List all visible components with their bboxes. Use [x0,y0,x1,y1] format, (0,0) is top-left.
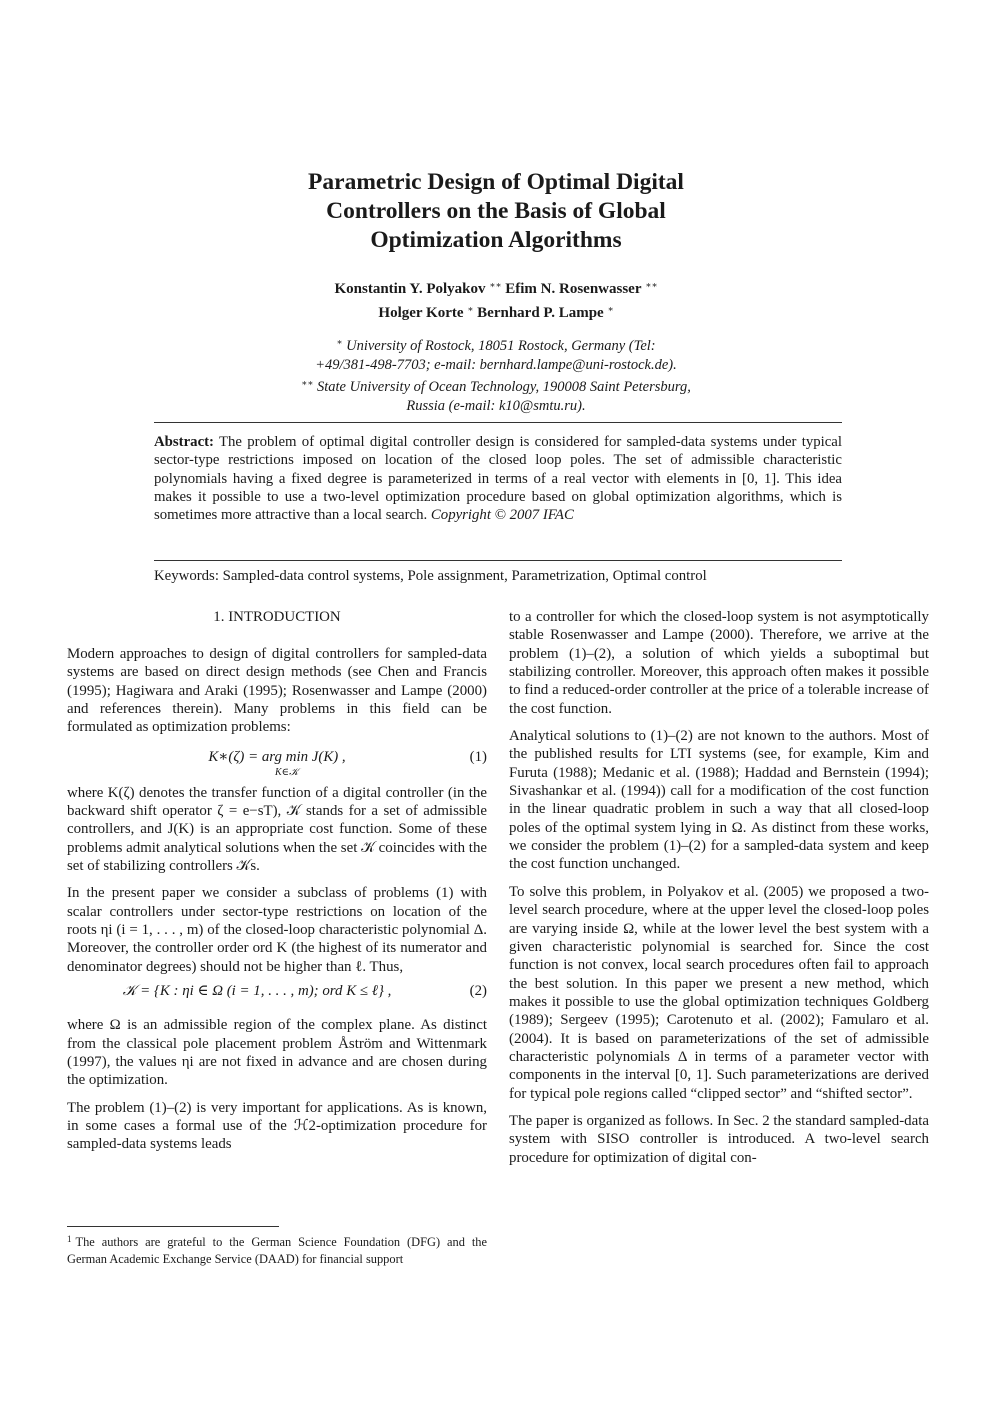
keywords: Keywords: Sampled-data control systems, Pole assignment, Parametrization, Optimal control [154,568,707,584]
keywords-top-rule [154,560,842,561]
affiliation-line: +49/381-498-7703; e-mail: bernhard.lampe@uni-rostock.de). [315,356,677,373]
affiliation-mark: ∗∗ [489,280,502,290]
paragraph: In the present paper we consider a subclass of problems (1) with scalar controllers under sector-type restrictions on location of the roots ηi (i = 1, . . . , m) of the closed-loop characteristic polynomial Δ. Moreover, the controller order ord K (the highest of its numerator and denominator degrees) should not be higher than ℓ. Thus, [67,885,487,975]
paragraph: The paper is organized as follows. In Sec. 2 the standard sampled-data system with SISO controller is introduced. A two-level search procedure for optimization of digital con- [509,1112,929,1166]
affiliation-mark: ∗∗ [301,378,314,388]
affiliation-mark: ∗ [467,303,474,314]
author-line [0,300,992,324]
title-line: Parametric Design of Optimal Digital [308,169,684,195]
equation-1 [67,746,487,778]
author-name: Efim N. Rosenwasser [505,281,642,297]
equation-number: (2) [469,983,487,1000]
section-heading: 1. INTRODUCTION [213,609,341,625]
affiliation-line [0,333,992,356]
footnote-mark: 1 [67,1234,72,1244]
abstract-top-rule [154,422,842,423]
equation-subscript: K∈𝒦 [275,766,299,778]
author-line [0,276,992,300]
paragraph: where K(ζ) denotes the transfer function of a digital controller (in the backward shift operator ζ = e−sT), 𝒦 stands for a set of admissible controllers, and J(K) is an appropriate cost function. Some of these problems admit analytical solutions when the set 𝒦 coincides with the set of stabilizing controllers 𝒦s. [67,784,487,875]
author-list [0,276,992,323]
equation-2 [67,980,487,1008]
abstract-text: The problem of optimal digital controller design is considered for sampled-data systems under typical sector-type restrictions imposed on location of the closed loop poles. The set of admissible characteristic polynomials having a fixed degree is parameterized in terms of a real vector with elements in [0, 1]. This idea makes it possible to use a two-level optimization procedure based on global optimization algorithms, which is sometimes more attractive than a local search. [154,434,842,524]
paragraph: Analytical solutions to (1)–(2) are not known to the authors. Most of the published results for LTI systems (see, for example, Kim and Furuta (1988); Medanic et al. (1988); Haddad and Bernstein (1994); Sivashankar et al. (1994)) call for a modification of the cost function in the linear quadratic problem in such a way that all closed-loop poles of the optimal system lying in Ω. As distinct from these works, we consider the problem (1)–(2) for a sampled-data system and keep the cost function unchanged. [509,728,929,873]
affiliation-text: State University of Ocean Technology, 190008 Saint Petersburg, [316,379,691,395]
affiliation-mark: ∗ [607,303,614,314]
right-column [509,608,929,1176]
equation-number: (1) [469,748,487,765]
affiliations [0,333,992,415]
footnote [67,1231,487,1268]
affiliation-text: University of Rostock, 18051 Rostock, Germany (Tel: [346,338,656,354]
affiliation-mark: ∗ [336,337,343,347]
affiliation-line [0,374,992,397]
paper-title [0,168,992,255]
author-name: Bernhard P. Lampe [477,304,604,321]
equation-expression: 𝒦 = {K : ηi ∈ Ω (i = 1, . . . , m); ord K ≤ ℓ} , [122,983,392,1000]
title-line: Controllers on the Basis of Global [326,198,666,224]
equation-expression: K∗(ζ) = arg min J(K) , [208,748,346,765]
abstract [154,433,842,524]
author-name: Holger Korte [378,304,464,321]
paragraph: to a controller for which the closed-loop system is not asymptotically stable Rosenwasser and Lampe (2000). Therefore, we arrive at the problem (1)–(2), a solution of which yields a suboptimal but stabilizing controller. Moreover, this approach often makes it possible to find a reduced-order controller at the price of a tolerable increase of the cost function. [509,609,929,717]
footnote-text: The authors are grateful to the German Science Foundation (DFG) and the German Academic Exchange Service (DAAD) for financial support [67,1235,487,1266]
author-name: Konstantin Y. Polyakov [334,281,486,297]
affiliation-mark: ∗∗ [645,280,658,290]
abstract-label: Abstract: [154,434,214,450]
affiliation-line: Russia (e-mail: k10@smtu.ru). [406,397,586,414]
paragraph: The problem (1)–(2) is very important for applications. As is known, in some cases a formal use of the ℋ2-optimization procedure for sampled-data systems leads [67,1099,487,1153]
paragraph: To solve this problem, in Polyakov et al. (2005) we proposed a two-level search procedure, where at the upper level the closed-loop poles are varying inside Ω, while at the lower level the best system with a given characteristic polynomial is searched for. Since the cost function is not convex, local search procedures often fail to approach the best solution. In this paper we present a new method, which makes it possible to use the global optimization techniques Goldberg (1989); Sergeev (1995); Carotenuto et al. (2002); Famularo et al. (2004). It is based on parameterizations of the set of admissible characteristic polynomials Δ in terms of a parameter vector with components in the interval [0, 1]. Such parameterizations are derived for typical pole regions called “clipped sector” and “shifted sector”. [509,883,929,1102]
paragraph: Modern approaches to design of digital controllers for sampled-data systems are based on direct design methods (see Chen and Francis (1995); Hagiwara and Araki (1995); Rosenwasser and Lampe (2000) and references therein). Many problems in this field can be formulated as optimization problems: [67,646,487,736]
left-column [67,608,487,1163]
copyright-notice: Copyright © 2007 IFAC [430,507,574,524]
title-line: Optimization Algorithms [370,227,622,253]
paragraph: where Ω is an admissible region of the complex plane. As distinct from the classical pole placement problem Åström and Wittenmark (1997), the values ηi are not fixed in advance and are chosen during the optimization. [67,1017,487,1089]
footnote-rule [67,1226,279,1227]
